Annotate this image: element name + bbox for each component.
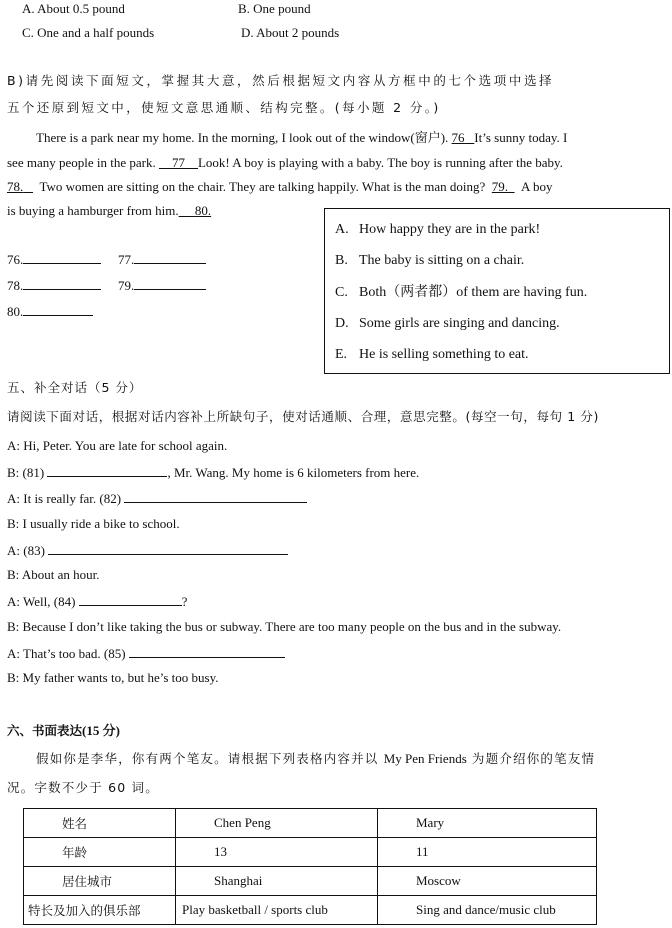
table-cell: Chen Peng	[176, 809, 378, 838]
dialog-line-3: A: It is really far. (82)	[7, 490, 307, 507]
option-d: D. About 2 pounds	[241, 25, 340, 40]
passage-line-2: see many people in the park. 77 Look! A boy is playing with a baby. The boy is running after the baby.	[7, 155, 563, 170]
box-option-d: D. Some girls are singing and dancing.	[335, 316, 560, 331]
passage-line-1: There is a park near my home. In the morning, I look out of the window(窗户). 76 It’s sunny today. I	[36, 130, 568, 145]
table-row	[24, 896, 597, 925]
table-row	[24, 809, 597, 838]
section-6-instruction-2: 况。字数不少于 60 词。	[7, 780, 159, 795]
answer-line-80: 80.	[7, 303, 93, 320]
section-b-instruction-2: 五个还原到短文中，使短文意思通顺、结构完整。(每小题 2 分。)	[7, 100, 441, 115]
table-row	[24, 867, 597, 896]
box-option-b: B. The baby is sitting on a chair.	[335, 253, 525, 268]
option-c: C. One and a half pounds	[22, 25, 155, 40]
table-cell: Shanghai	[176, 867, 378, 896]
table-cell: Sing and dance/music club	[378, 896, 597, 925]
table-cell: 居住城市	[24, 867, 176, 896]
box-option-c: C. Both（两者都）of them are having fun.	[335, 285, 588, 300]
answer-line-77: 77.	[118, 251, 206, 268]
section-6-instruction-1: 假如你是李华，你有两个笔友。请根据下列表格内容并以 My Pen Friends 为题介绍你的笔友情	[36, 751, 596, 766]
answer-line-79: 79.	[118, 277, 206, 294]
blank-79: 79.	[491, 179, 509, 194]
option-a: A. About 0.5 pound	[22, 1, 125, 16]
blank-78: 78.	[7, 179, 24, 194]
passage-line-3: 78. Two women are sitting on the chair. They are talking happily. What is the man doing? 79. A boy	[7, 179, 553, 194]
table-cell: 11	[378, 838, 597, 867]
table-row	[24, 838, 597, 867]
dialog-line-2: B: (81) , Mr. Wang. My home is 6 kilometers from here.	[7, 465, 420, 480]
table-cell: 13	[176, 838, 378, 867]
section-5-instruction: 请阅读下面对话，根据对话内容补上所缺句子，使对话通顺、合理，意思完整。(每空一句，每句 1 分)	[7, 409, 599, 424]
blank-84	[79, 593, 182, 606]
answer-line-76: 76.	[7, 251, 101, 268]
blank-85	[129, 645, 285, 658]
dialog-line-10: B: My father wants to, but he’s too busy.	[7, 670, 219, 685]
box-option-e: E. He is selling something to eat.	[335, 347, 529, 362]
table-cell: 年龄	[24, 838, 176, 867]
table-cell: Moscow	[378, 867, 597, 896]
blank-83	[48, 542, 288, 555]
blank-82	[124, 490, 307, 503]
dialog-line-9: A: That’s too bad. (85)	[7, 645, 285, 662]
dialog-line-1: A: Hi, Peter. You are late for school again.	[7, 438, 228, 453]
passage-line-4: is buying a hamburger from him. 80.	[7, 203, 212, 218]
dialog-line-7: A: Well, (84) ?	[7, 594, 188, 609]
dialog-line-6: B: About an hour.	[7, 567, 100, 582]
table-cell: 特长及加入的俱乐部	[24, 896, 176, 925]
blank-76: 76	[451, 130, 465, 145]
table-cell: Play basketball / sports club	[176, 896, 378, 925]
dialog-line-8: B: Because I don’t like taking the bus or subway. There are too many people on the bus and in the subway.	[7, 619, 562, 634]
blank-81	[47, 464, 167, 477]
section-5-title: 五、补全对话（5 分）	[7, 380, 143, 395]
option-b: B. One pound	[238, 1, 311, 16]
box-option-a: A. How happy they are in the park!	[335, 222, 541, 237]
pen-friends-table	[23, 808, 597, 925]
dialog-line-5: A: (83)	[7, 542, 288, 559]
options-box	[324, 208, 670, 374]
table-cell: Mary	[378, 809, 597, 838]
table-cell: 姓名	[24, 809, 176, 838]
blank-80: 80.	[194, 203, 212, 218]
dialog-line-4: B: I usually ride a bike to school.	[7, 516, 180, 531]
section-b-instruction-1: B)请先阅读下面短文，掌握其大意，然后根据短文内容从方框中的七个选项中选择	[7, 73, 555, 88]
answer-line-78: 78.	[7, 277, 101, 294]
section-6-title: 六、书面表达(15 分)	[7, 723, 120, 738]
blank-77: 77	[171, 155, 185, 170]
